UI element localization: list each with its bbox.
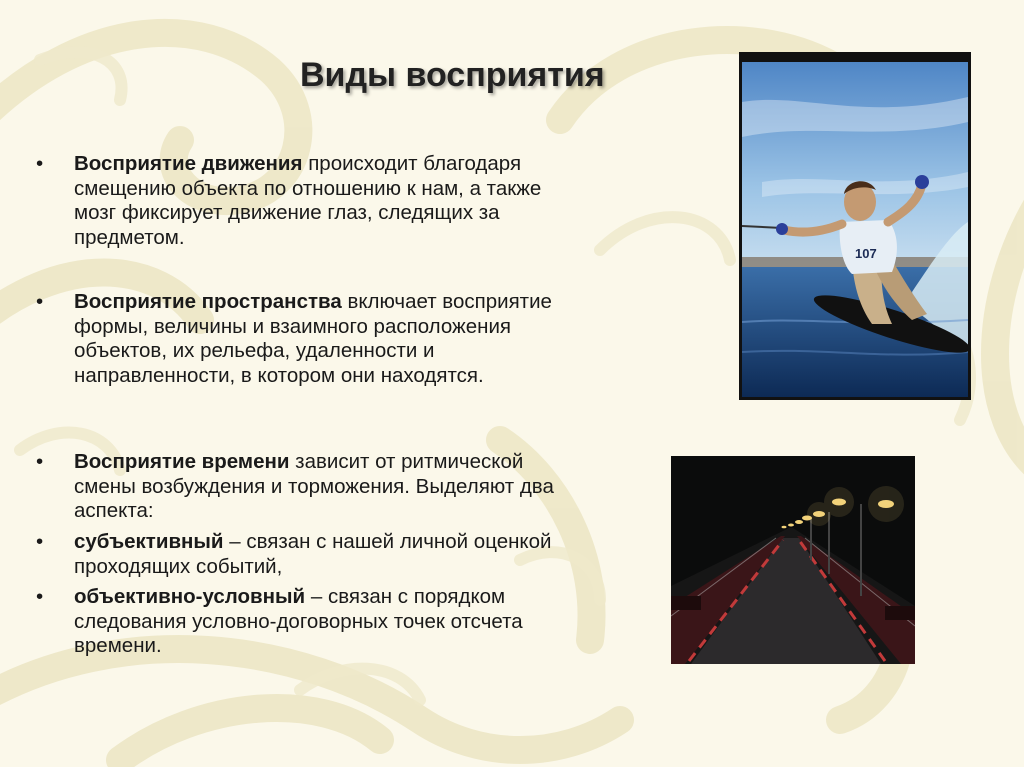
bullet-body: – связан с порядком следования условно-договорных точек отсчета времени. [74,585,523,657]
bullet-marker: • [36,530,44,553]
bullet-body: – связан с нашей личной оценкой проходящих событий, [74,530,552,578]
bullet-bold-term: субъективный [74,530,224,553]
night-road-illustration [671,456,915,664]
bullet-bold-term: объективно-условный [74,585,306,608]
bullet-marker: • [36,290,44,313]
bullet-marker: • [36,450,44,473]
bullet-text [74,530,564,579]
slide-title: Виды восприятия [300,56,605,94]
bullet-body: происходит благодаря смещению объекта по отношению к нам, а также мозг фиксирует движение глаз, следящих за предметом. [74,152,542,249]
bullet-body: зависит от ритмической смены возбуждения и торможения. Выделяют два аспекта: [74,450,554,522]
bullet-text [74,585,564,659]
bullet-marker: • [36,152,44,175]
bullet-marker: • [36,585,44,608]
bullet-body: включает восприятие формы, величины и взаимного расположения объектов, их рельефа, удаленности и направленности, в котором они находятся. [74,290,552,387]
skier-bib-number: 107 [855,246,877,261]
water-skier-illustration [742,62,968,397]
water-skier-image [739,52,971,400]
night-road-image [671,456,915,664]
bullet-text [74,152,564,250]
bullet-bold-term: Восприятие движения [74,152,303,175]
bullet-bold-term: Восприятие пространства [74,290,342,313]
bullet-text [74,290,564,388]
bullet-bold-term: Восприятие времени [74,450,290,473]
bullet-text [74,450,564,524]
